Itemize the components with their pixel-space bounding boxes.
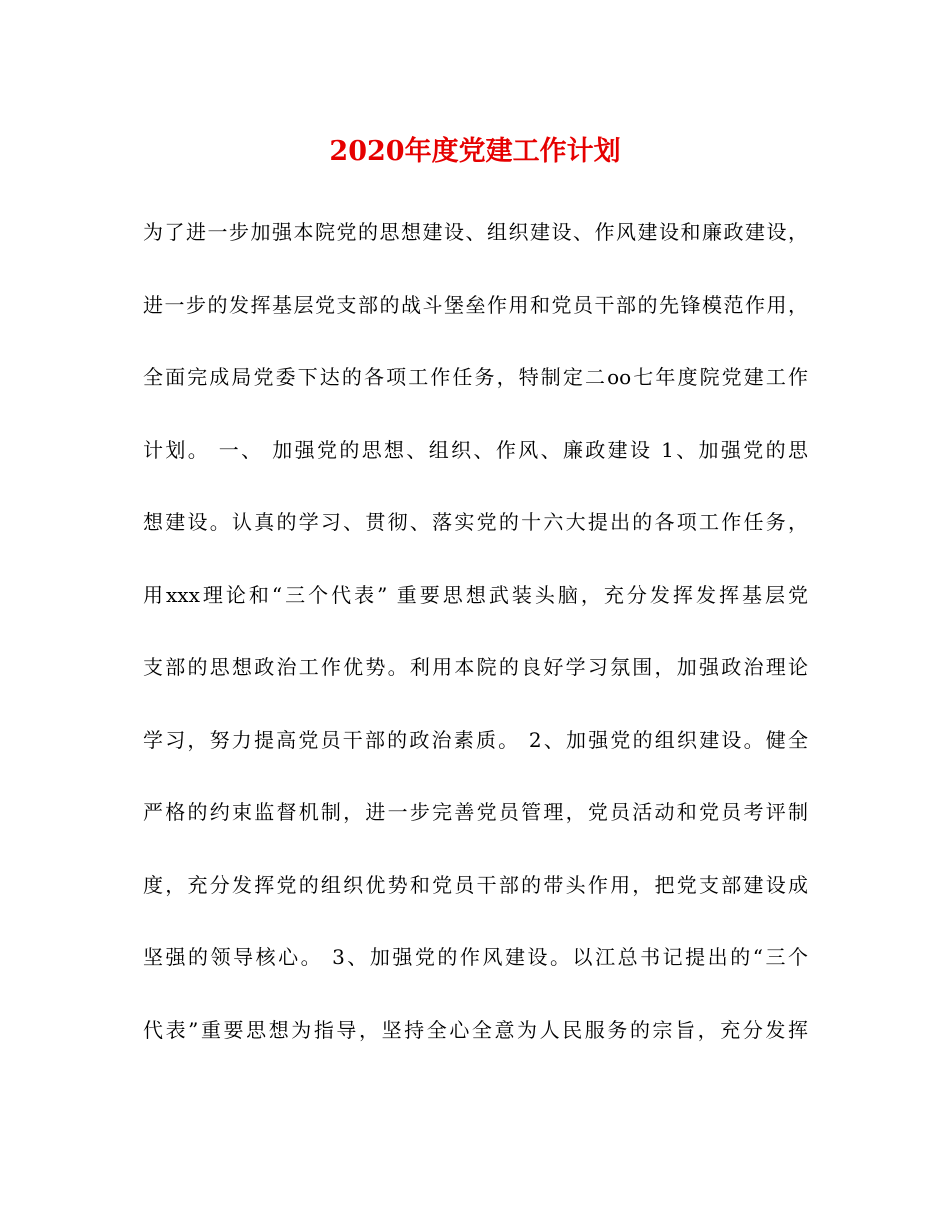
body-line: 代表”重要思想为指导，坚持全心全意为人民服务的宗旨，充分发挥 [143,1017,808,1042]
body-line: 想建设。认真的学习、贯彻、落实党的十六大提出的各项工作任务， [143,510,808,534]
body-line: 计划。 一、 加强党的思想、组织、作风、廉政建设 1、加强党的思 [143,437,808,462]
body-line: 严格的约束监督机制，进一步完善党员管理，党员活动和党员考评制 [143,800,808,824]
body-line: 进一步的发挥基层党支部的战斗堡垒作用和党员干部的先锋模范作用， [143,292,808,317]
body-line: 全面完成局党委下达的各项工作任务，特制定二oo七年度院党建工作 [143,365,808,389]
document-title: 2020年度党建工作计划 [329,136,621,167]
body-line: 学习，努力提高党员干部的政治素质。 2、加强党的组织建设。健全 [143,727,808,752]
document-body [143,212,808,1082]
body-line: 度，充分发挥党的组织优势和党员干部的带头作用，把党支部建设成 [143,872,808,897]
body-line: 坚强的领导核心。 3、加强党的作风建设。以江总书记提出的“三个 [143,945,808,969]
body-line: 用xxx理论和“三个代表” 重要思想武装头脑，充分发挥发挥基层党 [143,582,808,607]
body-line: 为了进一步加强本院党的思想建设、组织建设、作风建设和廉政建设， [143,220,808,244]
body-line: 支部的思想政治工作优势。利用本院的良好学习氛围，加强政治理论 [143,655,808,679]
